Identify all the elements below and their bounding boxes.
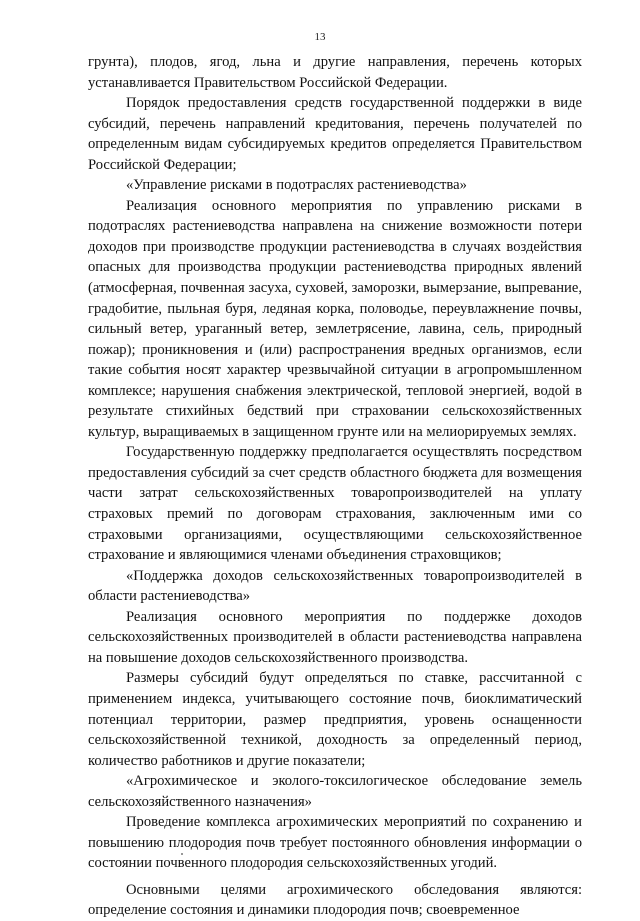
document-body xyxy=(88,52,582,921)
paragraph: Размеры субсидий будут определяться по ставке, рассчитанной с применением индекса, учитывающего состояние почв, биоклиматический потенциал территории, размер предприятия, уровень оснащенности сельскохозяйственной техникой, доходность за определенный период, количество работников и другие показатели; xyxy=(88,670,582,769)
paragraph: Реализация основного мероприятия по поддержке доходов сельскохозяйственных производителей в области растениеводства направлена на повышение доходов сельскохозяйственного производства. xyxy=(88,608,582,666)
scan-speck xyxy=(181,853,183,855)
section-heading: «Поддержка доходов сельскохозяйственных товаропроизводителей в области растениеводства» xyxy=(88,567,582,605)
paragraph: Реализация основного мероприятия по управлению рисками в подотраслях растениеводства направлена на снижение возможности потери доходов при производстве продукции растениеводства в случаях воздействия опасных для производства продукции растениеводства природных явлений (атмосферная, почвенная засуха, суховей, заморозки, вымерзание, выпревание, градобитие, пыльная буря, ледяная корка, половодье, переувлажнение почвы, сильный ветер, ураганный ветер, землетрясение, лавина, сель, природный пожар); проникновения и (или) распространения вредных организмов, если такие события носят характер чрезвычайной ситуации в агропромышленном комплексе; нарушения снабжения электрической, тепловой энергией, водой в результате стихийных бедствий при страховании сельскохозяйственных культур, выращиваемых в защищенном грунте или на мелиорируемых землях. xyxy=(88,197,582,440)
paragraph: Порядок предоставления средств государственной поддержки в виде субсидий, перечень направлений кредитования, перечень получателей по определенным видам субсидируемых кредитов определяется Правительством Российской Федерации; xyxy=(88,95,582,173)
paragraph: Государственную поддержку предполагается осуществлять посредством предоставления субсидий за счет средств областного бюджета для возмещения части затрат сельскохозяйственных товаропроизводителей на уплату страховых премий по договорам страхования, заключенным ими со страховыми организациями, осуществляющими сельскохозяйственное страхование и являющимися членами объединения страховщиков; xyxy=(88,444,582,564)
paragraph: Основными целями агрохимического обследования являются: определение состояния и динамики плодородия почв; своевременное xyxy=(88,881,582,919)
paragraph: Проведение комплекса агрохимических мероприятий по сохранению и повышению плодородия почв требует постоянного обновления информации о состоянии почвенного плодородия сельскохозяйственных угодий. xyxy=(88,814,582,872)
section-heading: «Агрохимическое и эколого-токсилогическое обследование земель сельскохозяйственного назначения» xyxy=(88,773,582,810)
paragraph-continuation: грунта), плодов, ягод, льна и другие направления, перечень которых устанавливается Правительством Российской Федерации. xyxy=(88,54,582,91)
page-number: 13 xyxy=(314,31,326,43)
section-heading: «Управление рисками в подотраслях растениеводства» xyxy=(126,177,467,194)
